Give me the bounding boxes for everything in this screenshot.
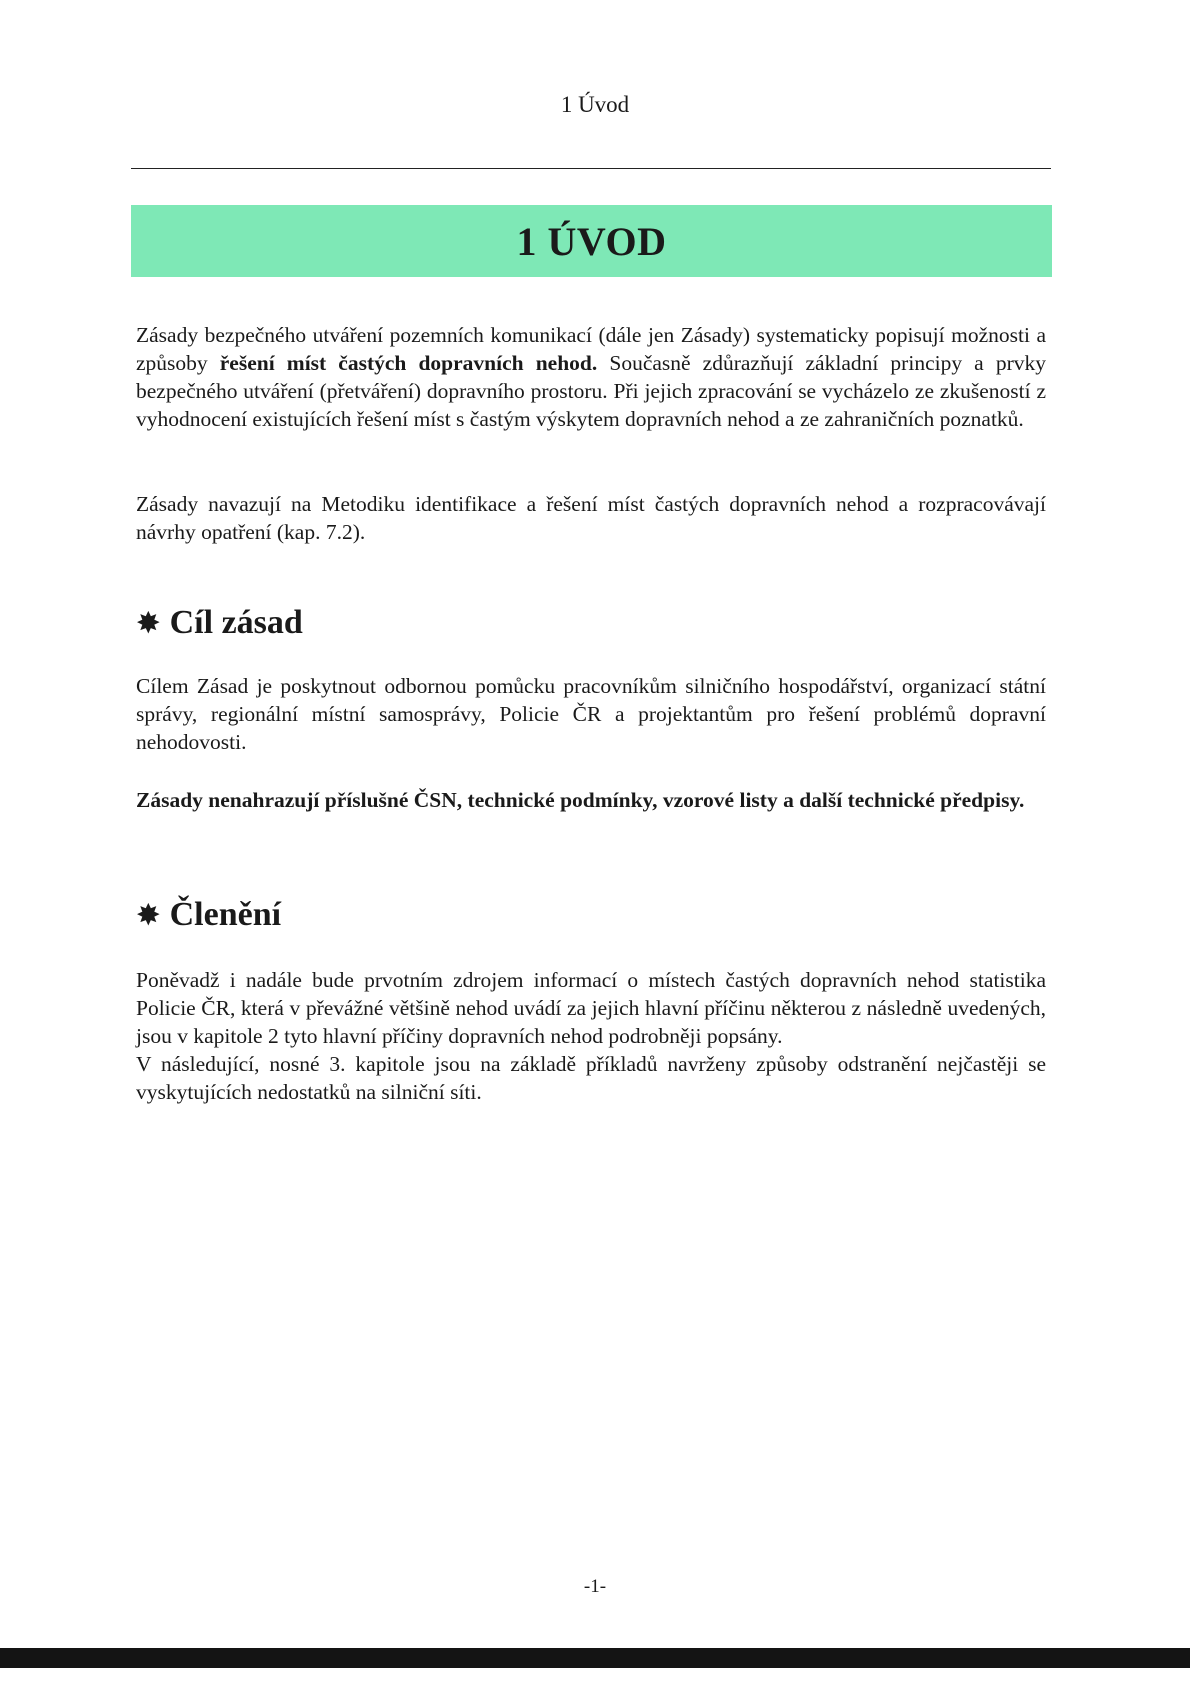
running-header: 1 Úvod	[560, 92, 630, 117]
asterisk-bullet-icon: ✸	[137, 607, 160, 638]
goal-text	[136, 672, 1046, 756]
structure-text	[136, 966, 1046, 1106]
goal-text-2	[136, 786, 1046, 814]
intro-p1-part-c: Současně zdůrazňují základní principy a prvky bezpečného utváření (přetváření) dopravního prostoru. Při jejich zpracování se vycházelo ze zkušeností z vyhodnocení existujících řešení míst s častým výskytem dopravních nehod a ze zahraničních poznatků.	[136, 351, 1046, 431]
intro-paragraph-1	[136, 321, 1046, 433]
structure-paragraph-2: V následující, nosné 3. kapitole jsou na základě příkladů navrženy způsoby odstranění nejčastěji se vyskytujících nedostatků na silniční síti.	[136, 1052, 1046, 1104]
section-heading-structure-text: Členění	[169, 896, 282, 933]
intro-text	[136, 321, 1046, 433]
intro-p1-emphasis: řešení míst častých dopravních nehod.	[219, 351, 598, 375]
goal-paragraph-2: Zásady nenahrazují příslušné ČSN, technické podmínky, vzorové listy a další technické předpisy.	[136, 788, 1025, 812]
chapter-title: 1 ÚVOD	[516, 218, 667, 264]
section-heading-goal	[137, 604, 303, 642]
chapter-banner	[131, 205, 1052, 277]
section-heading-goal-text: Cíl zásad	[169, 604, 303, 641]
asterisk-bullet-icon: ✸	[137, 899, 160, 930]
scan-edge-bar	[0, 1648, 1190, 1668]
intro-paragraph-2: Zásady navazují na Metodiku identifikace a řešení míst častých dopravních nehod a rozpracovávají návrhy opatření (kap. 7.2).	[136, 492, 1046, 544]
section-heading-structure	[137, 896, 281, 934]
goal-paragraph-1: Cílem Zásad je poskytnout odbornou pomůcku pracovníkům silničního hospodářství, organizací státní správy, regionální místní samosprávy, Policie ČR a projektantům pro řešení problémů dopravní nehodovosti.	[136, 674, 1046, 754]
header-rule	[131, 168, 1051, 169]
intro-text-2	[136, 490, 1046, 546]
page-number: -1-	[583, 1576, 607, 1597]
structure-paragraph-1: Poněvadž i nadále bude prvotním zdrojem informací o místech častých dopravních nehod statistika Policie ČR, která v převážné většině nehod uvádí za jejich hlavní příčinu některou z následně uvedených, jsou v kapitole 2 tyto hlavní příčiny dopravních nehod podrobněji popsány.	[136, 968, 1046, 1048]
intro-p1-part-a: Zásady bezpečného utváření pozemních komunikací (dále jen Zásady) systematicky popisují možnosti a způsoby	[136, 323, 1046, 375]
